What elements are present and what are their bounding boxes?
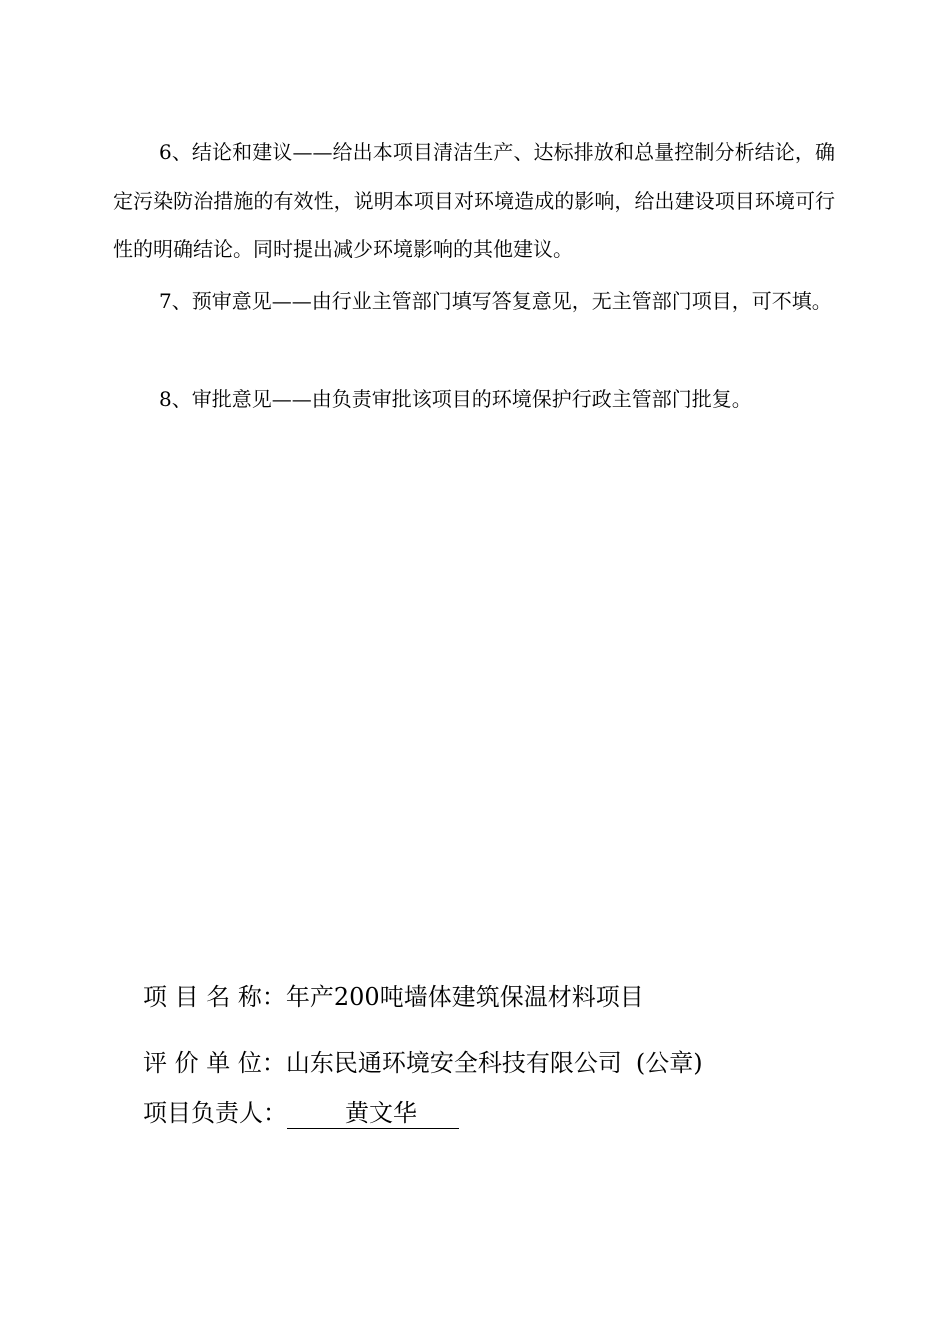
seal-note: (公章): [635, 1049, 703, 1077]
evaluation-unit-label: 评 价 单 位：: [143, 1049, 286, 1077]
project-lead-label: 项目负责人：: [143, 1099, 287, 1127]
project-name-value: 年产200吨墙体建筑保温材料项目: [285, 983, 644, 1011]
project-lead-value: 黄文华: [287, 1098, 459, 1129]
project-name-label: 项 目 名 称：: [143, 983, 286, 1011]
evaluation-unit-row: [143, 1043, 703, 1078]
instruction-item-6: 6、结论和建议——给出本项目清洁生产、达标排放和总量控制分析结论，确定污染防治措施的有效性，说明本项目对环境造成的影响，给出建设项目环境可行性的明确结论。同时提出减少环境影响的其他建议。: [113, 140, 835, 261]
project-lead-row: [143, 1093, 459, 1129]
evaluation-unit-value: 山东民通环境安全科技有限公司: [285, 1049, 622, 1077]
instruction-item-8: 8、审批意见——由负责审批该项目的环境保护行政主管部门批复。: [159, 387, 752, 411]
project-name-row: [143, 977, 644, 1012]
instruction-item-7: 7、预审意见——由行业主管部门填写答复意见，无主管部门项目，可不填。: [159, 289, 832, 313]
